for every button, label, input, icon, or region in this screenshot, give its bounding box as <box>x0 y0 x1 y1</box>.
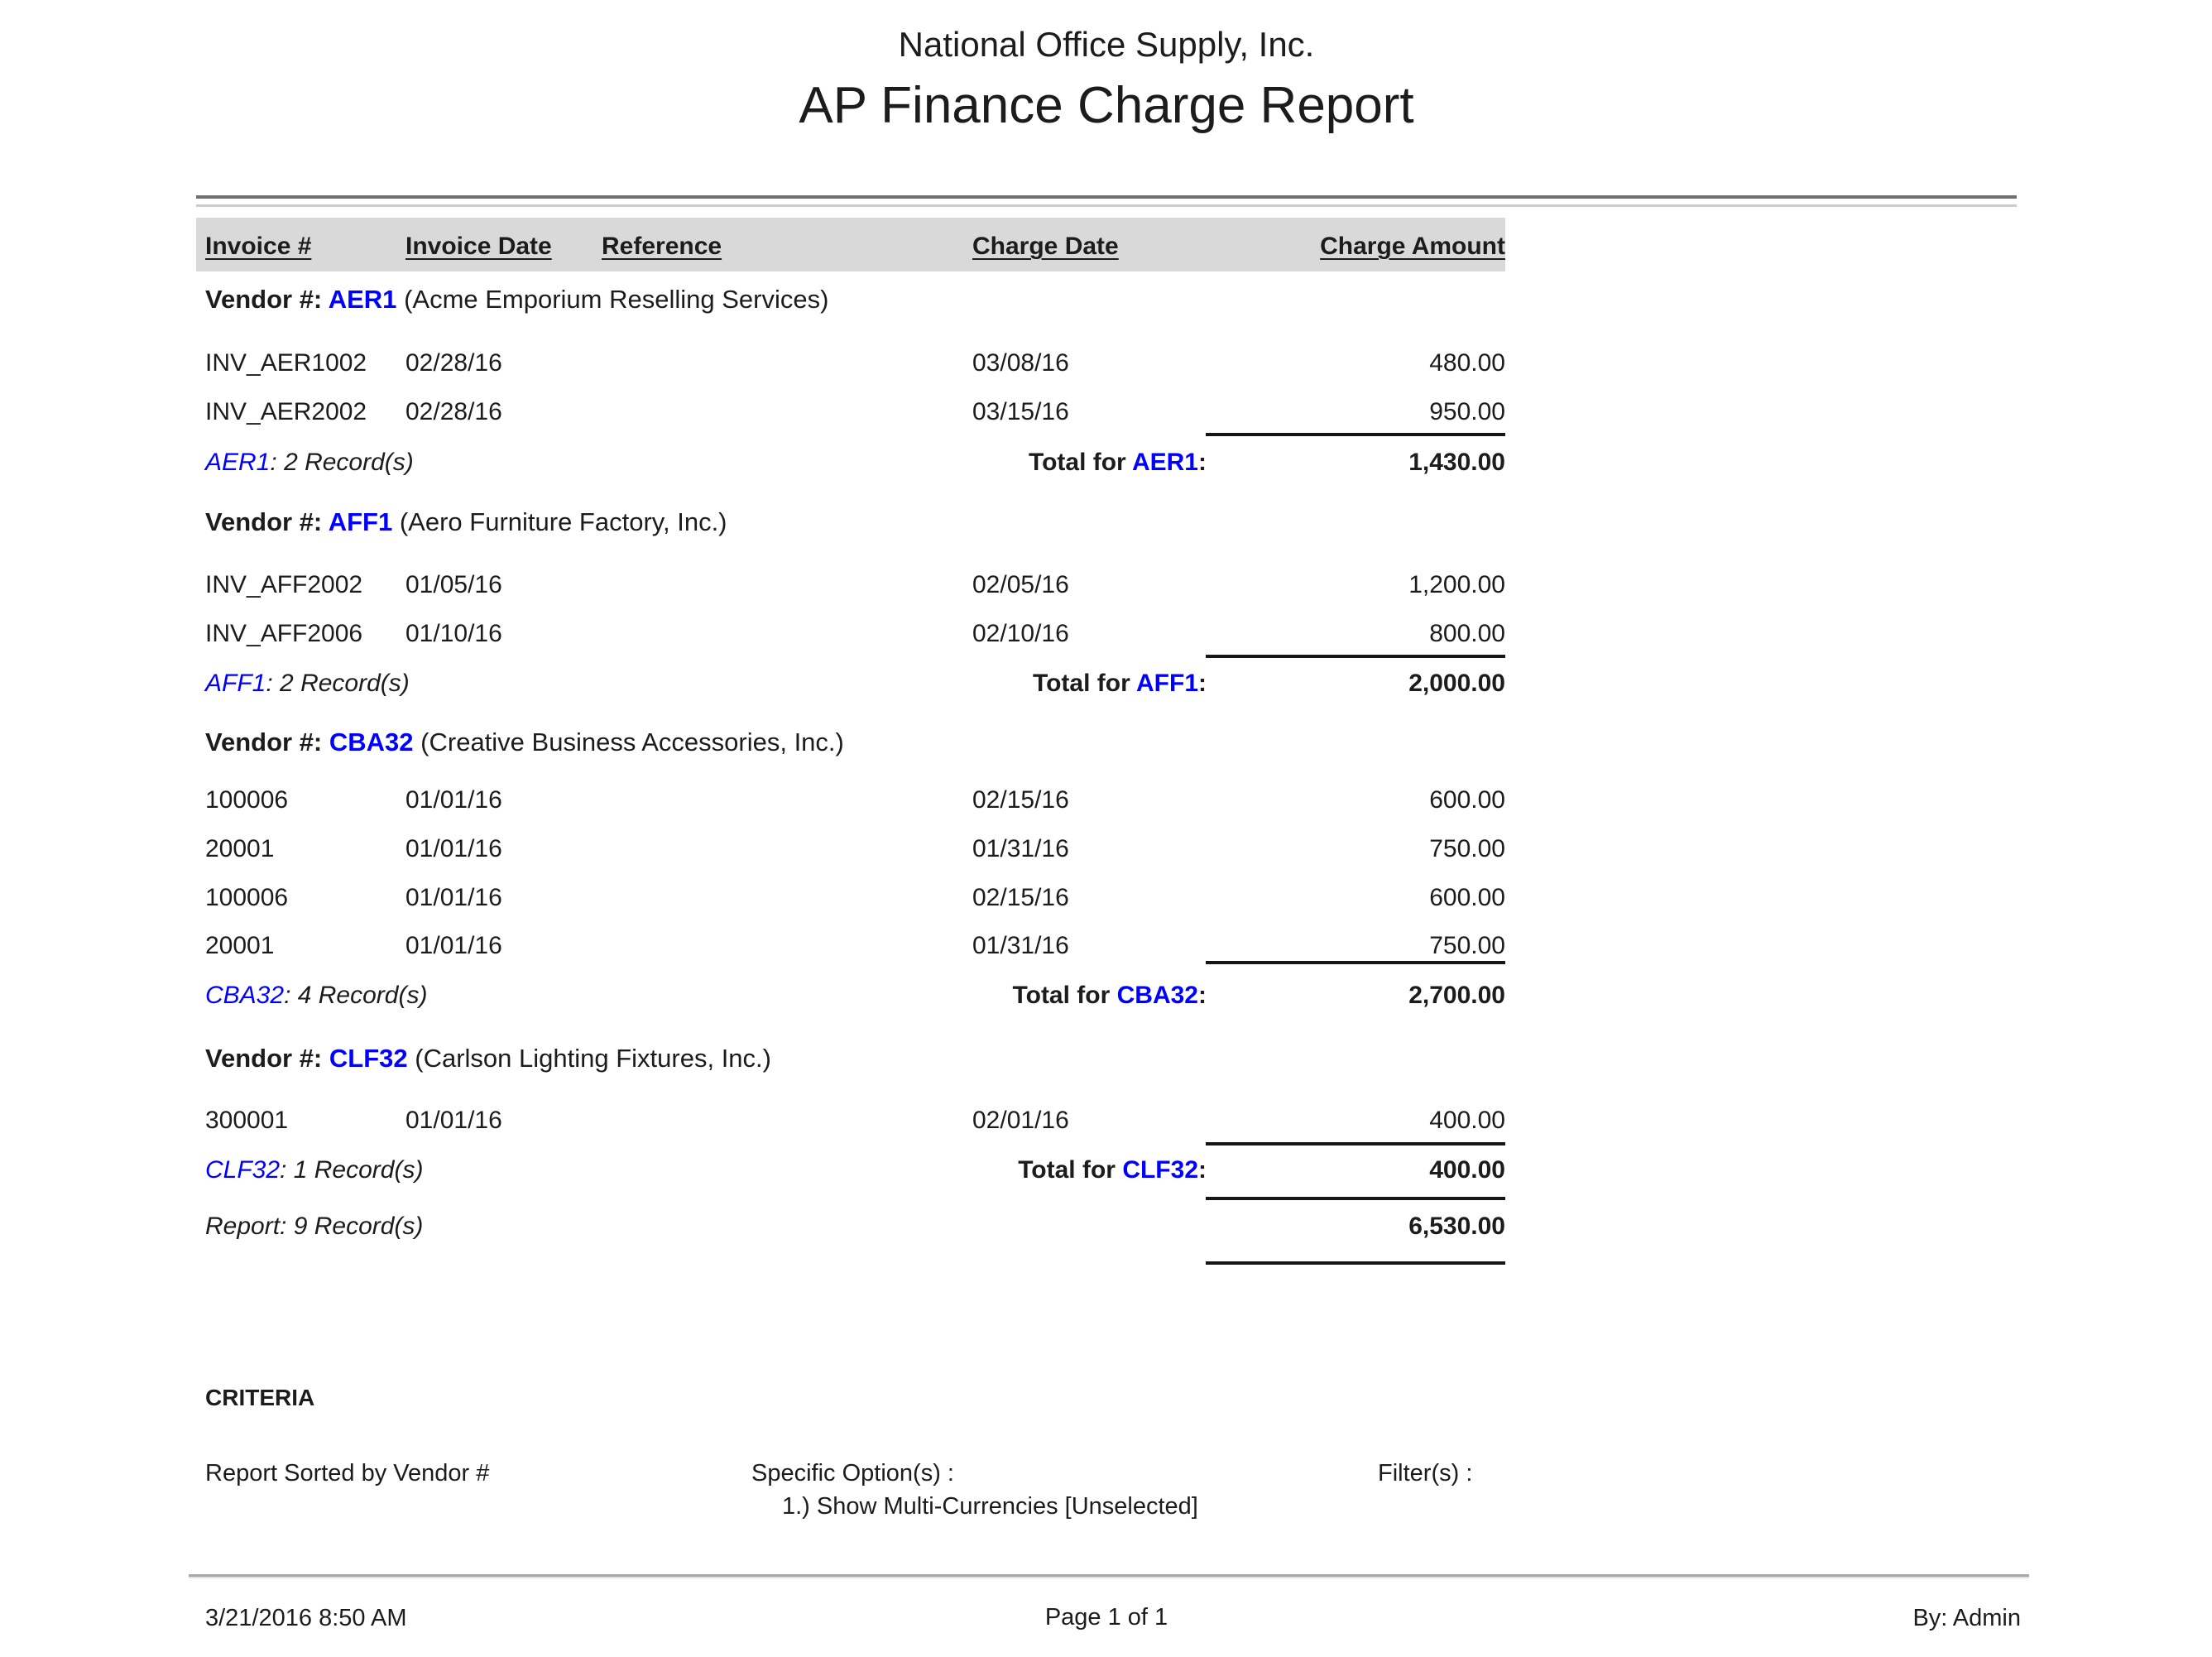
vendor-total-amount: 1,430.00 <box>1408 449 1505 476</box>
vendor-code[interactable]: CBA32 <box>1116 982 1198 1009</box>
vendor-code[interactable]: AFF1 <box>205 670 266 697</box>
vendor-record-count <box>205 1156 423 1184</box>
charge-amount-cell: 400.00 <box>1429 1107 1505 1134</box>
report-title: AP Finance Charge Report <box>799 77 1414 134</box>
vendor-record-count <box>205 449 414 477</box>
vendor-prefix-label: Vendor #: <box>205 507 323 536</box>
charge-amount-cell: 480.00 <box>1429 349 1505 377</box>
col-header-charge-amount: Charge Amount <box>1320 233 1505 260</box>
total-prefix-label: Total for <box>1028 449 1126 476</box>
col-header-invoice-date: Invoice Date <box>405 233 552 260</box>
record-count-text: 1 Record(s) <box>293 1156 424 1184</box>
vendor-heading <box>205 728 844 756</box>
footer-by-user: By: Admin <box>1912 1605 2021 1631</box>
charge-amount-cell: 600.00 <box>1429 786 1505 814</box>
vendor-total-label <box>1013 982 1207 1010</box>
charge-amount-cell: 1,200.00 <box>1408 571 1505 598</box>
vendor-code[interactable]: CLF32 <box>205 1156 281 1184</box>
vendor-code[interactable]: AFF1 <box>1136 670 1198 697</box>
vendor-code-link[interactable]: AFF1 <box>328 507 393 536</box>
vendor-code-link[interactable]: CBA32 <box>329 728 414 756</box>
vendor-heading <box>205 286 828 314</box>
colon: : <box>1198 1156 1207 1184</box>
invoice-number-cell: INV_AER2002 <box>205 398 367 425</box>
invoice-date-cell: 01/01/16 <box>405 884 502 911</box>
invoice-number-cell: INV_AFF2006 <box>205 620 363 647</box>
charge-amount-cell: 950.00 <box>1429 398 1505 425</box>
report-total-amount: 6,530.00 <box>1408 1213 1505 1240</box>
report-total-rule-top <box>1206 1197 1505 1200</box>
charge-amount-cell: 600.00 <box>1429 884 1505 911</box>
vendor-total-label <box>1018 1156 1207 1184</box>
total-prefix-label: Total for <box>1033 670 1130 697</box>
invoice-date-cell: 01/01/16 <box>405 932 502 959</box>
invoice-date-cell: 01/01/16 <box>405 786 502 814</box>
vendor-code[interactable]: CBA32 <box>205 982 285 1009</box>
report-record-count: Report: 9 Record(s) <box>205 1213 424 1240</box>
charge-date-cell: 02/15/16 <box>972 884 1069 911</box>
total-prefix-label: Total for <box>1012 982 1111 1009</box>
colon: : <box>280 1156 287 1184</box>
charge-date-cell: 01/31/16 <box>972 835 1069 862</box>
subtotal-rule <box>1206 655 1505 658</box>
colon: : <box>270 449 277 476</box>
footer-datetime: 3/21/2016 8:50 AM <box>205 1605 407 1631</box>
vendor-name: (Aero Furniture Factory, Inc.) <box>399 507 727 536</box>
charge-amount-cell: 750.00 <box>1429 835 1505 862</box>
column-header-bar <box>196 218 1505 271</box>
vendor-heading <box>205 508 727 536</box>
subtotal-rule <box>1206 433 1505 436</box>
title-separator-dark <box>196 195 2017 199</box>
invoice-number-cell: INV_AER1002 <box>205 349 367 377</box>
report-total-rule-bottom <box>1206 1261 1505 1265</box>
charge-date-cell: 03/08/16 <box>972 349 1069 377</box>
vendor-total-label <box>1033 670 1207 698</box>
criteria-filters-label: Filter(s) : <box>1378 1460 1473 1486</box>
vendor-name: (Carlson Lighting Fixtures, Inc.) <box>415 1044 771 1073</box>
invoice-number-cell: 100006 <box>205 884 289 911</box>
colon: : <box>266 670 273 697</box>
vendor-code-link[interactable]: AER1 <box>328 285 397 314</box>
col-header-reference: Reference <box>602 233 722 260</box>
total-prefix-label: Total for <box>1018 1156 1116 1184</box>
invoice-date-cell: 02/28/16 <box>405 398 502 425</box>
charge-date-cell: 02/05/16 <box>972 571 1069 598</box>
criteria-specific-options-label: Specific Option(s) : <box>751 1460 954 1486</box>
invoice-date-cell: 01/10/16 <box>405 620 502 647</box>
vendor-code-link[interactable]: CLF32 <box>329 1044 408 1073</box>
criteria-sorted-by: Report Sorted by Vendor # <box>205 1460 490 1486</box>
subtotal-rule <box>1206 1142 1505 1145</box>
col-header-invoice: Invoice # <box>205 233 312 260</box>
charge-date-cell: 02/01/16 <box>972 1107 1069 1134</box>
vendor-name: (Acme Emporium Reselling Services) <box>404 285 829 314</box>
invoice-date-cell: 02/28/16 <box>405 349 502 377</box>
vendor-total-amount: 400.00 <box>1429 1156 1505 1184</box>
invoice-number-cell: 100006 <box>205 786 289 814</box>
record-count-text: 4 Record(s) <box>297 982 428 1009</box>
vendor-total-amount: 2,000.00 <box>1408 670 1505 697</box>
invoice-date-cell: 01/01/16 <box>405 835 502 862</box>
vendor-heading <box>205 1045 771 1073</box>
title-separator-light <box>196 204 2017 207</box>
charge-amount-cell: 750.00 <box>1429 932 1505 959</box>
charge-date-cell: 01/31/16 <box>972 932 1069 959</box>
colon: : <box>284 982 291 1009</box>
vendor-record-count <box>205 982 427 1010</box>
col-header-charge-date: Charge Date <box>972 233 1119 260</box>
colon: : <box>1198 449 1207 476</box>
company-name: National Office Supply, Inc. <box>898 25 1315 64</box>
invoice-number-cell: 20001 <box>205 932 275 959</box>
footer-separator-light <box>189 1577 2029 1578</box>
colon: : <box>1198 982 1207 1009</box>
invoice-date-cell: 01/01/16 <box>405 1107 502 1134</box>
vendor-prefix-label: Vendor #: <box>205 1044 323 1073</box>
vendor-prefix-label: Vendor #: <box>205 285 323 314</box>
vendor-total-amount: 2,700.00 <box>1408 982 1505 1009</box>
footer-page-number: Page 1 of 1 <box>1044 1604 1168 1631</box>
vendor-total-label <box>1029 449 1207 477</box>
invoice-number-cell: 20001 <box>205 835 275 862</box>
vendor-prefix-label: Vendor #: <box>205 728 323 756</box>
vendor-code[interactable]: AER1 <box>205 449 271 476</box>
vendor-code[interactable]: AER1 <box>1131 449 1198 476</box>
subtotal-rule <box>1206 961 1505 964</box>
charge-amount-cell: 800.00 <box>1429 620 1505 647</box>
record-count-text: 2 Record(s) <box>284 449 414 476</box>
invoice-number-cell: INV_AFF2002 <box>205 571 363 598</box>
record-count-text: 2 Record(s) <box>280 670 410 697</box>
charge-date-cell: 03/15/16 <box>972 398 1069 425</box>
colon: : <box>1198 670 1207 697</box>
charge-date-cell: 02/15/16 <box>972 786 1069 814</box>
vendor-code[interactable]: CLF32 <box>1122 1156 1198 1184</box>
vendor-name: (Creative Business Accessories, Inc.) <box>420 728 844 756</box>
charge-date-cell: 02/10/16 <box>972 620 1069 647</box>
vendor-record-count <box>205 670 410 698</box>
invoice-date-cell: 01/05/16 <box>405 571 502 598</box>
invoice-number-cell: 300001 <box>205 1107 289 1134</box>
criteria-heading: CRITERIA <box>205 1385 315 1410</box>
criteria-specific-option-1: 1.) Show Multi-Currencies [Unselected] <box>782 1493 1198 1520</box>
